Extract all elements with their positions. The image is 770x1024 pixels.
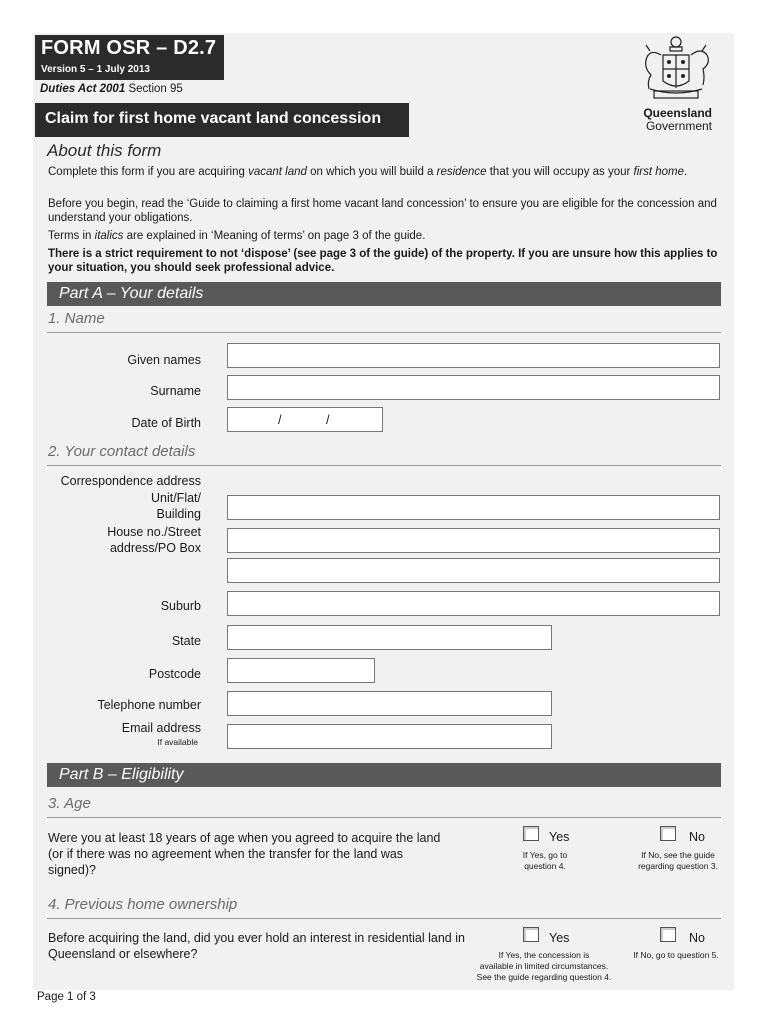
contact-heading: 2. Your contact details [48, 443, 196, 460]
govt-name-line2: Government [645, 119, 712, 133]
email-note: If available [157, 737, 198, 747]
queensland-coat-of-arms-icon [636, 33, 716, 105]
postcode-input[interactable] [227, 658, 375, 683]
telephone-input[interactable] [227, 691, 552, 716]
unit-input[interactable] [227, 495, 720, 520]
surname-input[interactable] [227, 375, 720, 400]
dob-label: Date of Birth [131, 416, 201, 430]
surname-label: Surname [150, 384, 201, 398]
age-no-label: No [689, 830, 705, 844]
age-yes-note: If Yes, go to question 4. [522, 850, 568, 871]
part-a-title: Part A – Your details [47, 282, 721, 306]
act-reference [40, 83, 183, 95]
given-names-input[interactable] [227, 343, 720, 368]
divider [47, 817, 721, 818]
age-no-checkbox[interactable] [660, 826, 676, 841]
email-input[interactable] [227, 724, 552, 749]
dispose-warning: There is a strict requirement to not ‘dispose’ (see page 3 of the guide) of the property. If you are unsure how this applies to your situation, you should seek professional advice. [48, 248, 718, 274]
page-number: Page 1 of 3 [37, 991, 96, 1003]
ownership-yes-note: If Yes, the concession is available in limited circumstances. See the guide regarding question 4. [476, 950, 612, 982]
queensland-government-logo [632, 107, 712, 133]
ownership-yes-label: Yes [549, 931, 570, 945]
suburb-input[interactable] [227, 591, 720, 616]
age-heading: 3. Age [48, 795, 91, 812]
about-paragraph-3: Terms in italics are explained in ‘Meaning of terms’ on page 3 of the guide. [48, 230, 426, 242]
telephone-label: Telephone number [97, 698, 201, 712]
given-names-label: Given names [127, 353, 201, 367]
street-address-input[interactable] [227, 528, 720, 553]
street-address-line2-input[interactable] [227, 558, 720, 583]
age-yes-checkbox[interactable] [523, 826, 539, 841]
postcode-label: Postcode [148, 667, 201, 681]
divider [47, 465, 721, 466]
unit-label: Unit/Flat/ Building [150, 491, 201, 521]
act-name: Duties Act 2001 [40, 83, 126, 95]
age-no-note: If No, see the guide regarding question 3. [638, 850, 718, 871]
about-paragraph-2: Before you begin, read the ‘Guide to claiming a first home vacant land concession’ to ensure you are eligible for the concession and understand your obligations. [48, 198, 717, 224]
suburb-label: Suburb [160, 599, 201, 613]
act-section: Section 95 [128, 83, 183, 95]
form-code: FORM OSR – D2.7 [41, 37, 217, 59]
dob-input[interactable] [227, 407, 383, 432]
govt-name-line1: Queensland [643, 106, 712, 120]
name-heading: 1. Name [48, 310, 105, 327]
age-yes-label: Yes [549, 830, 570, 844]
about-paragraph-1: Complete this form if you are acquiring vacant land on which you will build a residence that you will occupy as your first home. [48, 166, 688, 178]
ownership-yes-checkbox[interactable] [523, 927, 539, 942]
age-question: Were you at least 18 years of age when you agreed to acquire the land (or if there was no agreement when the transfer for the land was signed)? [48, 831, 441, 877]
form-title: Claim for first home vacant land concession [35, 103, 409, 137]
divider [47, 332, 721, 333]
ownership-no-checkbox[interactable] [660, 927, 676, 942]
dob-separator: / [326, 412, 330, 427]
divider [47, 918, 721, 919]
state-input[interactable] [227, 625, 552, 650]
ownership-no-note: If No, go to question 5. [633, 950, 719, 960]
street-address-label: House no./Street address/PO Box [107, 525, 201, 555]
email-label: Email address [121, 721, 201, 735]
ownership-question: Before acquiring the land, did you ever hold an interest in residential land in Queensland or elsewhere? [48, 931, 465, 961]
dob-separator: / [278, 412, 282, 427]
part-b-title: Part B – Eligibility [47, 763, 721, 787]
correspondence-address-label: Correspondence address [60, 474, 201, 488]
ownership-heading: 4. Previous home ownership [48, 896, 238, 913]
ownership-no-label: No [689, 931, 705, 945]
form-id-block [35, 35, 224, 80]
about-heading: About this form [47, 141, 162, 160]
form-version: Version 5 – 1 July 2013 [41, 64, 150, 75]
state-label: State [171, 634, 201, 648]
